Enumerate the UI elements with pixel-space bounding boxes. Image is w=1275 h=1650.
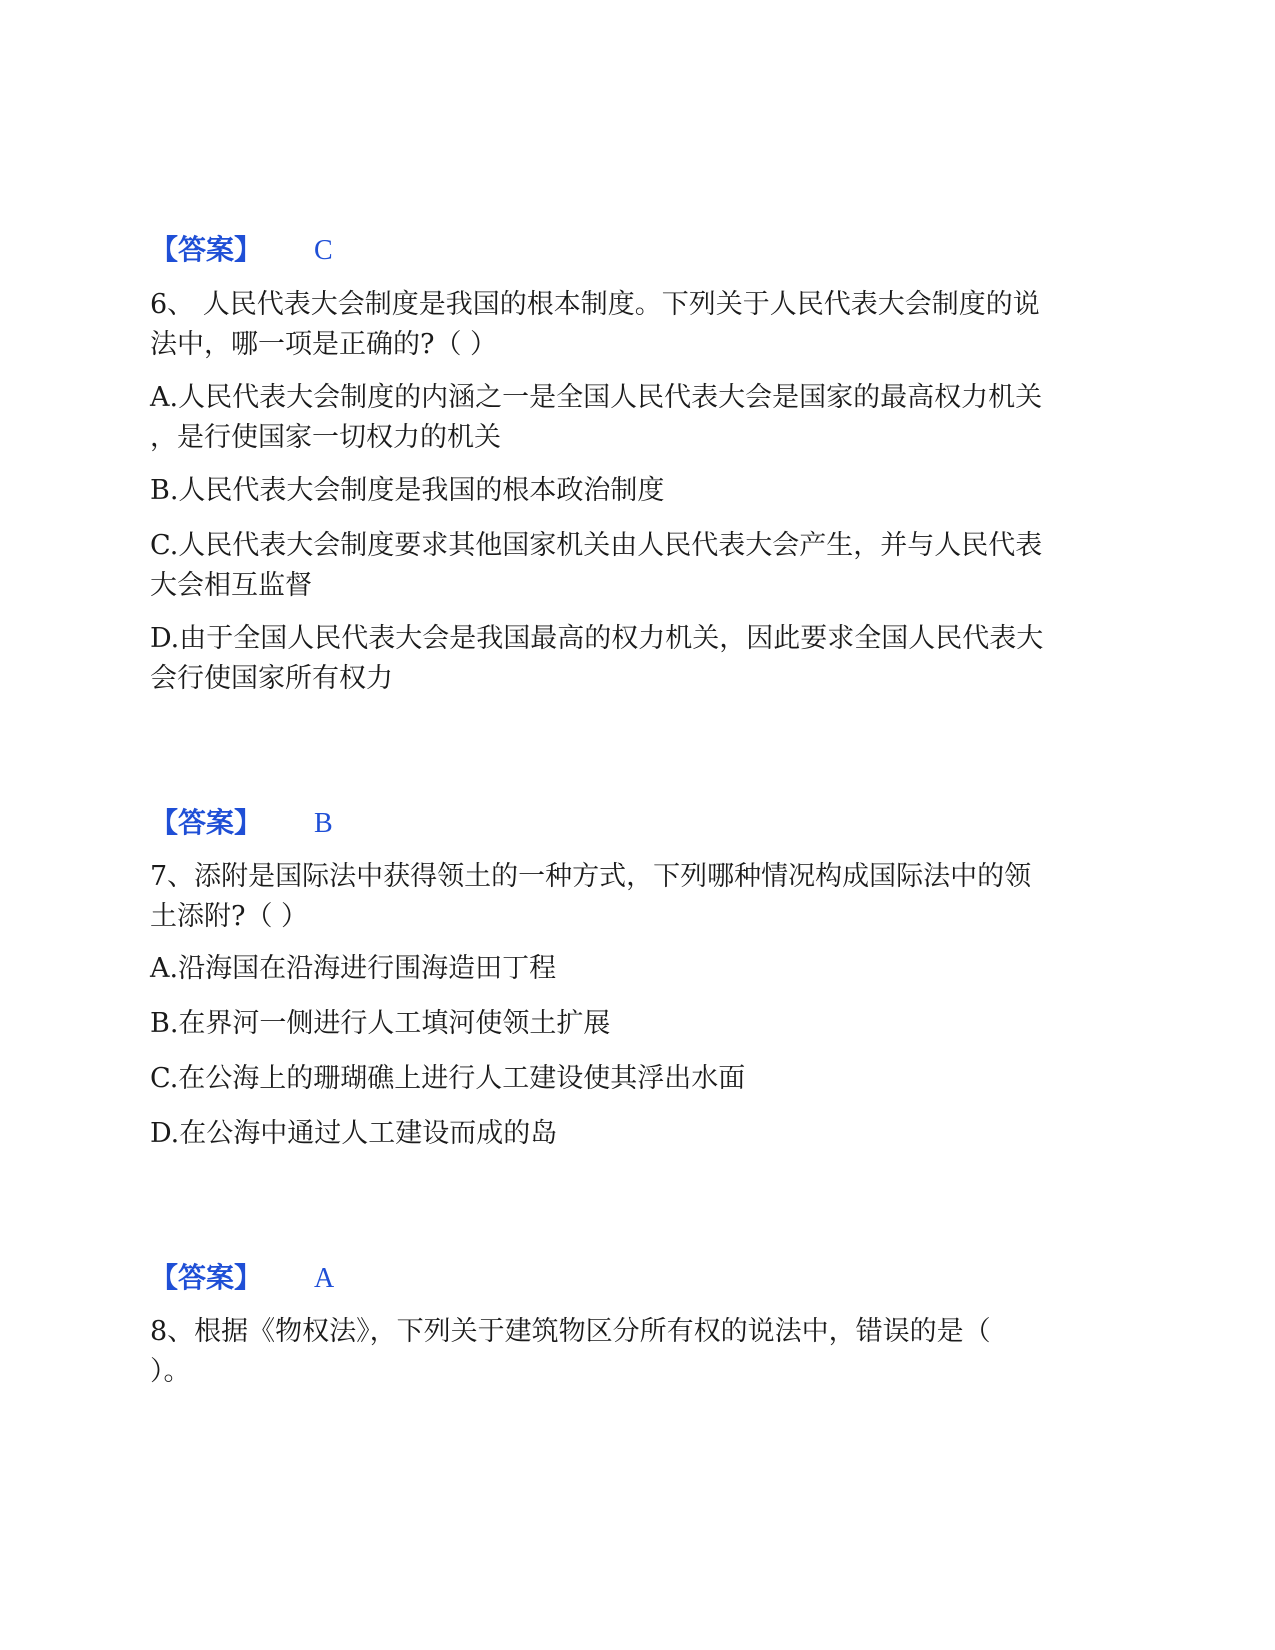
option-line: C.人民代表大会制度要求其他国家机关由人民代表大会产生，并与人民代表 bbox=[150, 530, 1043, 561]
answer-value: A bbox=[314, 1263, 335, 1294]
answer-2 bbox=[150, 803, 1130, 844]
option-line: 会行使国家所有权力 bbox=[150, 663, 393, 694]
option-line: 大会相互监督 bbox=[150, 570, 312, 601]
option-line: B.人民代表大会制度是我国的根本政治制度 bbox=[150, 475, 665, 506]
question-line: ）。 bbox=[150, 1356, 191, 1387]
option-line: D.由于全国人民代表大会是我国最高的权力机关，因此要求全国人民代表大 bbox=[150, 623, 1044, 654]
answer-value: B bbox=[314, 808, 333, 839]
question-line: 7、添附是国际法中获得领土的一种方式，下列哪种情况构成国际法中的领 bbox=[150, 861, 1032, 892]
answer-label: 【答案】 bbox=[150, 1261, 263, 1294]
question-8 bbox=[150, 1312, 1130, 1392]
option-b bbox=[150, 1004, 1130, 1044]
question-7 bbox=[150, 857, 1130, 937]
question-line: 8、根据《物权法》，下列关于建筑物区分所有权的说法中，错误的是（ bbox=[150, 1316, 991, 1347]
answer-3 bbox=[150, 1258, 1130, 1299]
answer-label: 【答案】 bbox=[150, 806, 263, 839]
option-line: C.在公海上的珊瑚礁上进行人工建设使其浮出水面 bbox=[150, 1063, 746, 1094]
option-a bbox=[150, 949, 1130, 989]
option-d bbox=[150, 619, 1130, 699]
option-line: B.在界河一侧进行人工填河使领土扩展 bbox=[150, 1008, 611, 1039]
answer-label: 【答案】 bbox=[150, 233, 263, 266]
option-b bbox=[150, 471, 1130, 511]
option-line: A.人民代表大会制度的内涵之一是全国人民代表大会是国家的最高权力机关 bbox=[150, 382, 1043, 413]
question-line: 土添附?（ ） bbox=[150, 901, 309, 932]
option-line: D.在公海中通过人工建设而成的岛 bbox=[150, 1118, 558, 1149]
question-line: 6、 人民代表大会制度是我国的根本制度。下列关于人民代表大会制度的说 bbox=[150, 289, 1040, 320]
option-d bbox=[150, 1114, 1130, 1154]
option-a bbox=[150, 378, 1130, 458]
answer-1 bbox=[150, 230, 1130, 271]
option-c bbox=[150, 526, 1130, 606]
question-line: 法中，哪一项是正确的?（ ） bbox=[150, 329, 498, 360]
option-line: A.沿海国在沿海进行围海造田丁程 bbox=[150, 953, 557, 984]
question-6 bbox=[150, 285, 1130, 365]
option-c bbox=[150, 1059, 1130, 1099]
option-line: ，是行使国家一切权力的机关 bbox=[150, 422, 501, 453]
answer-value: C bbox=[314, 235, 333, 266]
